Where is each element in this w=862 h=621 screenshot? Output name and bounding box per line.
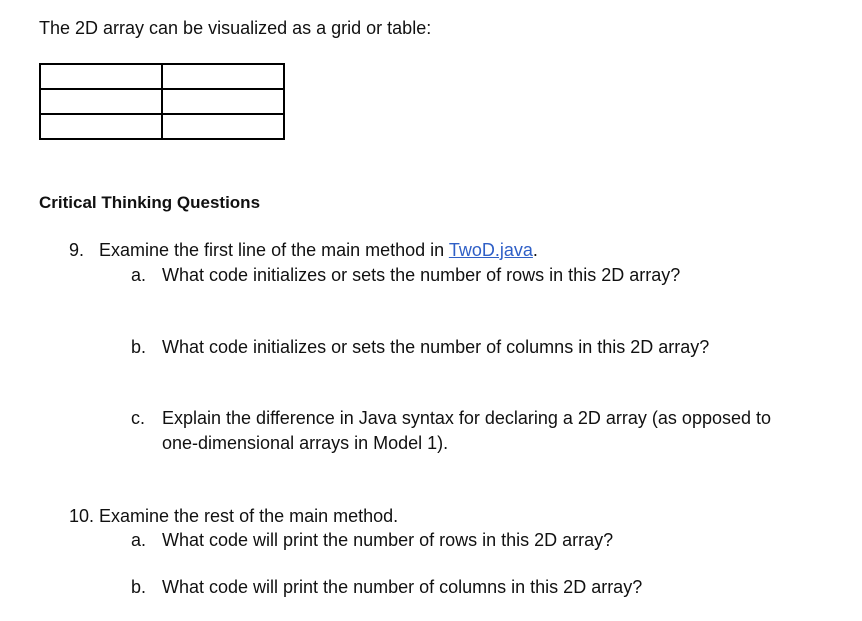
grid-cell — [162, 114, 284, 139]
question-text: What code initializes or sets the number of columns in this 2D array? — [162, 337, 710, 357]
question-10a — [131, 530, 613, 551]
table-row — [40, 114, 284, 139]
question-10 — [69, 506, 398, 527]
question-text-end: . — [532, 240, 538, 260]
intro-text: The 2D array can be visualized as a grid or table: — [39, 18, 432, 38]
grid-cell — [162, 89, 284, 114]
sub-letter: a. — [131, 265, 147, 285]
question-9c — [131, 408, 771, 429]
empty-grid-table — [39, 63, 285, 140]
sub-letter: c. — [131, 408, 146, 428]
grid-cell — [40, 89, 162, 114]
section-heading: Critical Thinking Questions — [39, 193, 261, 212]
grid-cell — [40, 64, 162, 89]
table-row — [40, 89, 284, 114]
question-9b — [131, 337, 709, 358]
sub-letter: b. — [131, 337, 147, 357]
question-9 — [69, 240, 538, 261]
question-text: What code initializes or sets the number of rows in this 2D array? — [162, 265, 681, 285]
grid-cell — [40, 114, 162, 139]
question-text: Examine the first line of the main method in — [99, 240, 449, 260]
question-text: What code will print the number of columns in this 2D array? — [162, 577, 643, 597]
grid-cell — [162, 64, 284, 89]
table-row — [40, 64, 284, 89]
question-number: 10. — [69, 506, 95, 526]
question-number: 9. — [69, 240, 85, 260]
question-text: What code will print the number of rows in this 2D array? — [162, 530, 614, 550]
sub-letter: a. — [131, 530, 147, 550]
sub-letter: b. — [131, 577, 147, 597]
question-9a — [131, 265, 680, 286]
question-9c-continued: one-dimensional arrays in Model 1). — [162, 433, 449, 453]
question-text: Examine the rest of the main method. — [99, 506, 399, 526]
question-text: Explain the difference in Java syntax for declaring a 2D array (as opposed to — [162, 408, 772, 428]
question-10b — [131, 577, 642, 598]
twod-java-link[interactable]: TwoD.java — [448, 240, 533, 260]
